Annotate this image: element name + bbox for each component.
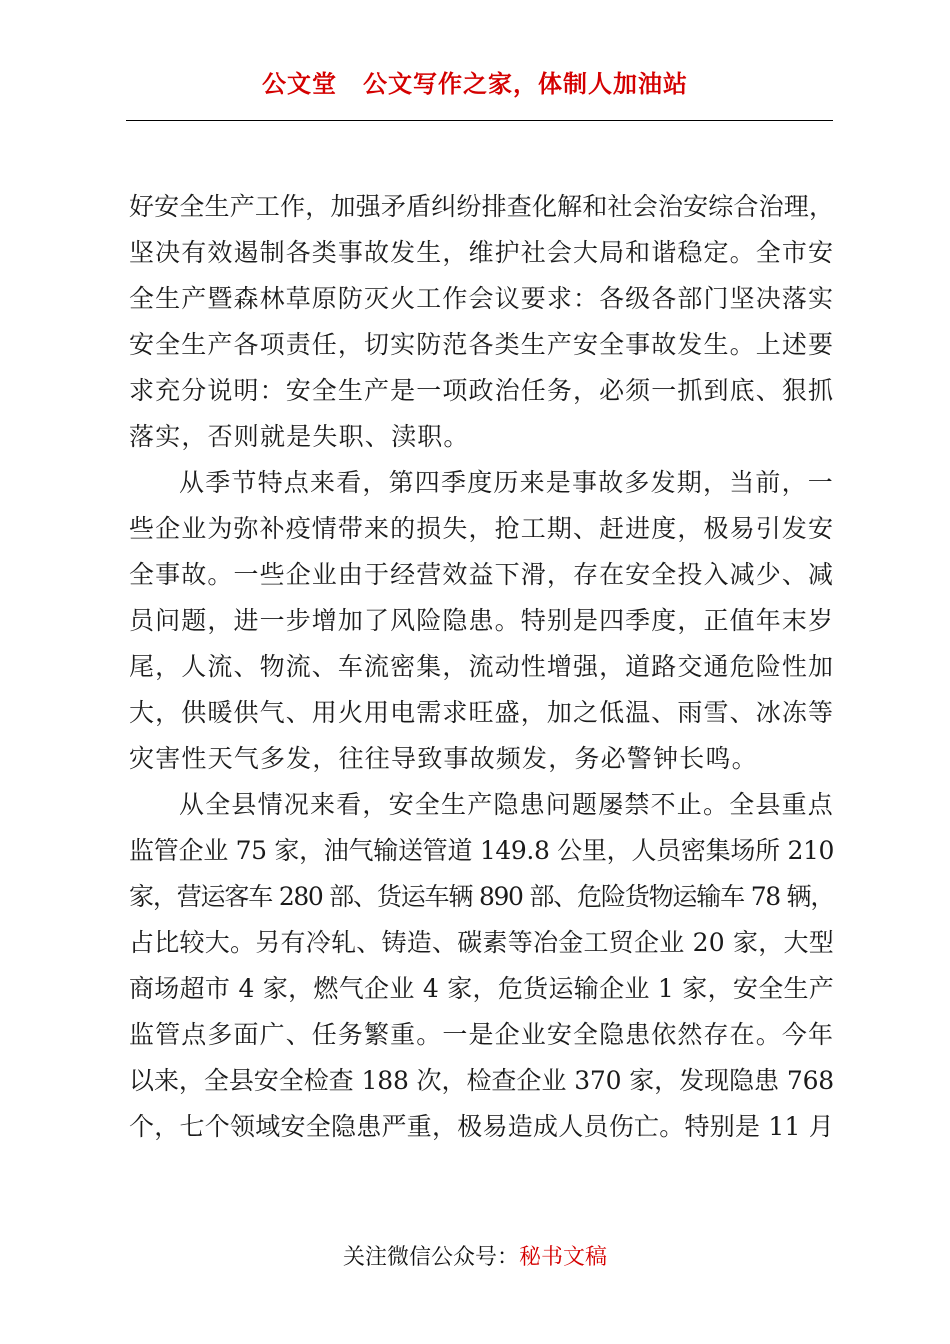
footer-label: 关注微信公众号： [342,1245,519,1270]
text-line: 安全生产各项责任，切实防范各类生产安全事故发生。上述要 [129,330,834,359]
header-site-name: 公文堂 [262,70,337,98]
header-slogan: 公文写作之家，体制人加油站 [363,70,688,98]
text-line: 大，供暖供气、用火用电需求旺盛，加之低温、雨雪、冰冻等 [129,698,834,727]
text-line: 全生产暨森林草原防灭火工作会议要求：各级各部门坚决落实 [129,284,834,313]
text-line: 以来，全县安全检查 188 次，检查企业 370 家，发现隐患 768 [129,1066,834,1095]
text-line: 商场超市 4 家，燃气企业 4 家，危货运输企业 1 家，安全生产 [129,974,835,1003]
text-line: 监管企业 75 家，油气输送管道 149.8 公里，人员密集场所 210 [129,836,834,865]
text-line: 坚决有效遏制各类事故发生，维护社会大局和谐稳定。全市安 [129,238,834,267]
document-body [129,184,834,1150]
text-line: 求充分说明：安全生产是一项政治任务，必须一抓到底、狠抓 [129,376,834,405]
page-footer [0,1240,950,1271]
text-line: 灾害性天气多发，往往导致事故频发，务必警钟长鸣。 [129,744,758,773]
text-line: 个，七个领域安全隐患严重，极易造成人员伤亡。特别是 11 月 [129,1112,834,1141]
text-line: 占比较大。另有冷轧、铸造、碳素等冶金工贸企业 20 家，大型 [129,928,834,957]
text-line: 落实，否则就是失职、渎职。 [129,422,470,451]
header-divider [126,120,833,121]
text-line: 家，营运客车 280 部、货运车辆 890 部、危险货物运输车 78 辆， [129,882,834,911]
text-line: 好安全生产工作，加强矛盾纠纷排查化解和社会治安综合治理， [129,192,834,221]
text-line: 全事故。一些企业由于经营效益下滑，存在安全投入减少、减 [129,560,834,589]
text-line: 些企业为弥补疫情带来的损失，抢工期、赶进度，极易引发安 [129,514,834,543]
page-header [0,64,950,99]
paragraph-first-line: 从全县情况来看，安全生产隐患问题屡禁不止。全县重点 [179,790,835,819]
text-line: 尾，人流、物流、车流密集，流动性增强，道路交通危险性加 [129,652,834,681]
text-line: 监管点多面广、任务繁重。一是企业安全隐患依然存在。今年 [129,1020,834,1049]
text-line: 员问题，进一步增加了风险隐患。特别是四季度，正值年末岁 [129,606,834,635]
footer-account-name: 秘书文稿 [519,1245,608,1270]
paragraph-first-line: 从季节特点来看，第四季度历来是事故多发期，当前，一 [179,468,835,497]
